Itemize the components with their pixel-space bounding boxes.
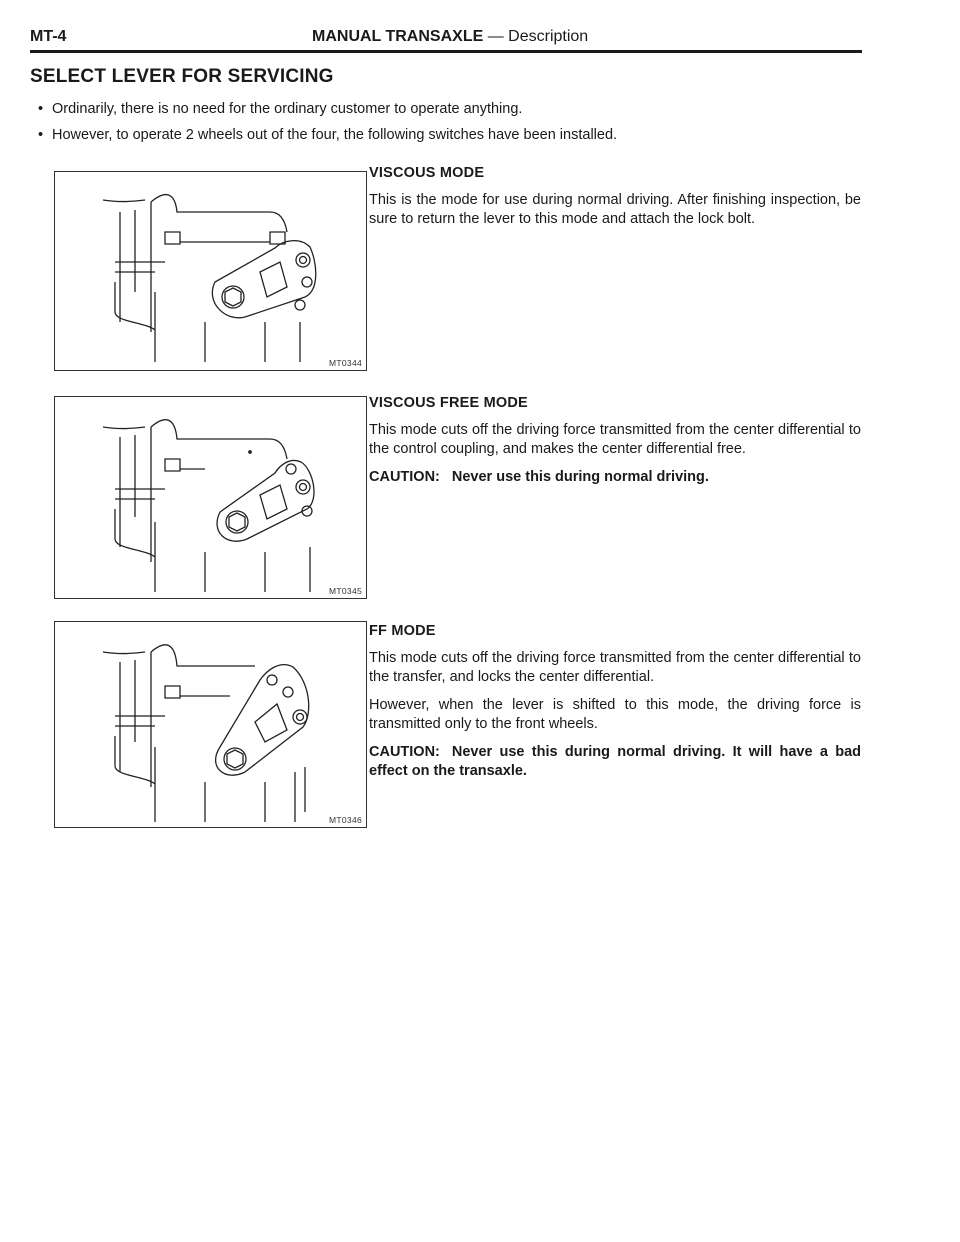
figure-ff-mode — [54, 621, 367, 828]
select-lever-illustration — [55, 172, 368, 372]
chapter-title — [312, 28, 588, 46]
caution-label: CAUTION: — [369, 744, 440, 760]
mode-description: This mode cuts off the driving force transmitted from the center differential to the transfer, and locks the center differential. — [369, 650, 861, 685]
caution-text: Never use this during normal driving. — [451, 469, 709, 485]
bullet-text: Ordinarily, there is no need for the ordinary customer to operate anything. — [52, 101, 523, 117]
mode-description: This is the mode for use during normal driving. After finishing inspection, be sure to return the lever to this mode and attach the lock bolt. — [369, 192, 861, 227]
mode-ff — [369, 622, 861, 790]
bullet-text: However, to operate 2 wheels out of the four, the following switches have been installed. — [52, 127, 618, 143]
chapter-title-main: MANUAL TRANSAXLE — [312, 28, 484, 45]
mode-title: VISCOUS MODE — [369, 165, 485, 181]
bullet-icon: • — [38, 127, 44, 143]
figure-viscous-free-mode — [54, 396, 367, 599]
intro-bullets — [38, 101, 858, 153]
figure-viscous-mode — [54, 171, 367, 371]
chapter-title-sub: — Description — [483, 28, 589, 45]
select-lever-illustration — [55, 622, 368, 829]
figure-code: MT0346 — [329, 815, 362, 825]
list-item — [38, 101, 858, 117]
section-title: SELECT LEVER FOR SERVICING — [30, 66, 334, 87]
caution-text: Never use this during normal driving. It will have a bad effect on the transaxle. — [369, 744, 861, 779]
mode-viscous — [369, 164, 861, 238]
mode-title: FF MODE — [369, 623, 436, 639]
page-header — [30, 28, 862, 52]
caution-note — [369, 743, 861, 781]
header-rule — [30, 50, 862, 53]
page-number: MT-4 — [30, 28, 67, 45]
mode-description: However, when the lever is shifted to this mode, the driving force is transmitted only to the front wheels. — [369, 697, 861, 732]
figure-code: MT0344 — [329, 358, 362, 368]
bullet-icon: • — [38, 101, 44, 117]
mode-description: This mode cuts off the driving force transmitted from the center differential to the control coupling, and makes the center differential free. — [369, 422, 861, 457]
figure-code: MT0345 — [329, 586, 362, 596]
list-item — [38, 127, 858, 143]
mode-title: VISCOUS FREE MODE — [369, 395, 528, 411]
mode-viscous-free — [369, 394, 861, 496]
select-lever-illustration — [55, 397, 368, 600]
caution-note — [369, 468, 861, 487]
caution-label: CAUTION: — [369, 469, 440, 485]
